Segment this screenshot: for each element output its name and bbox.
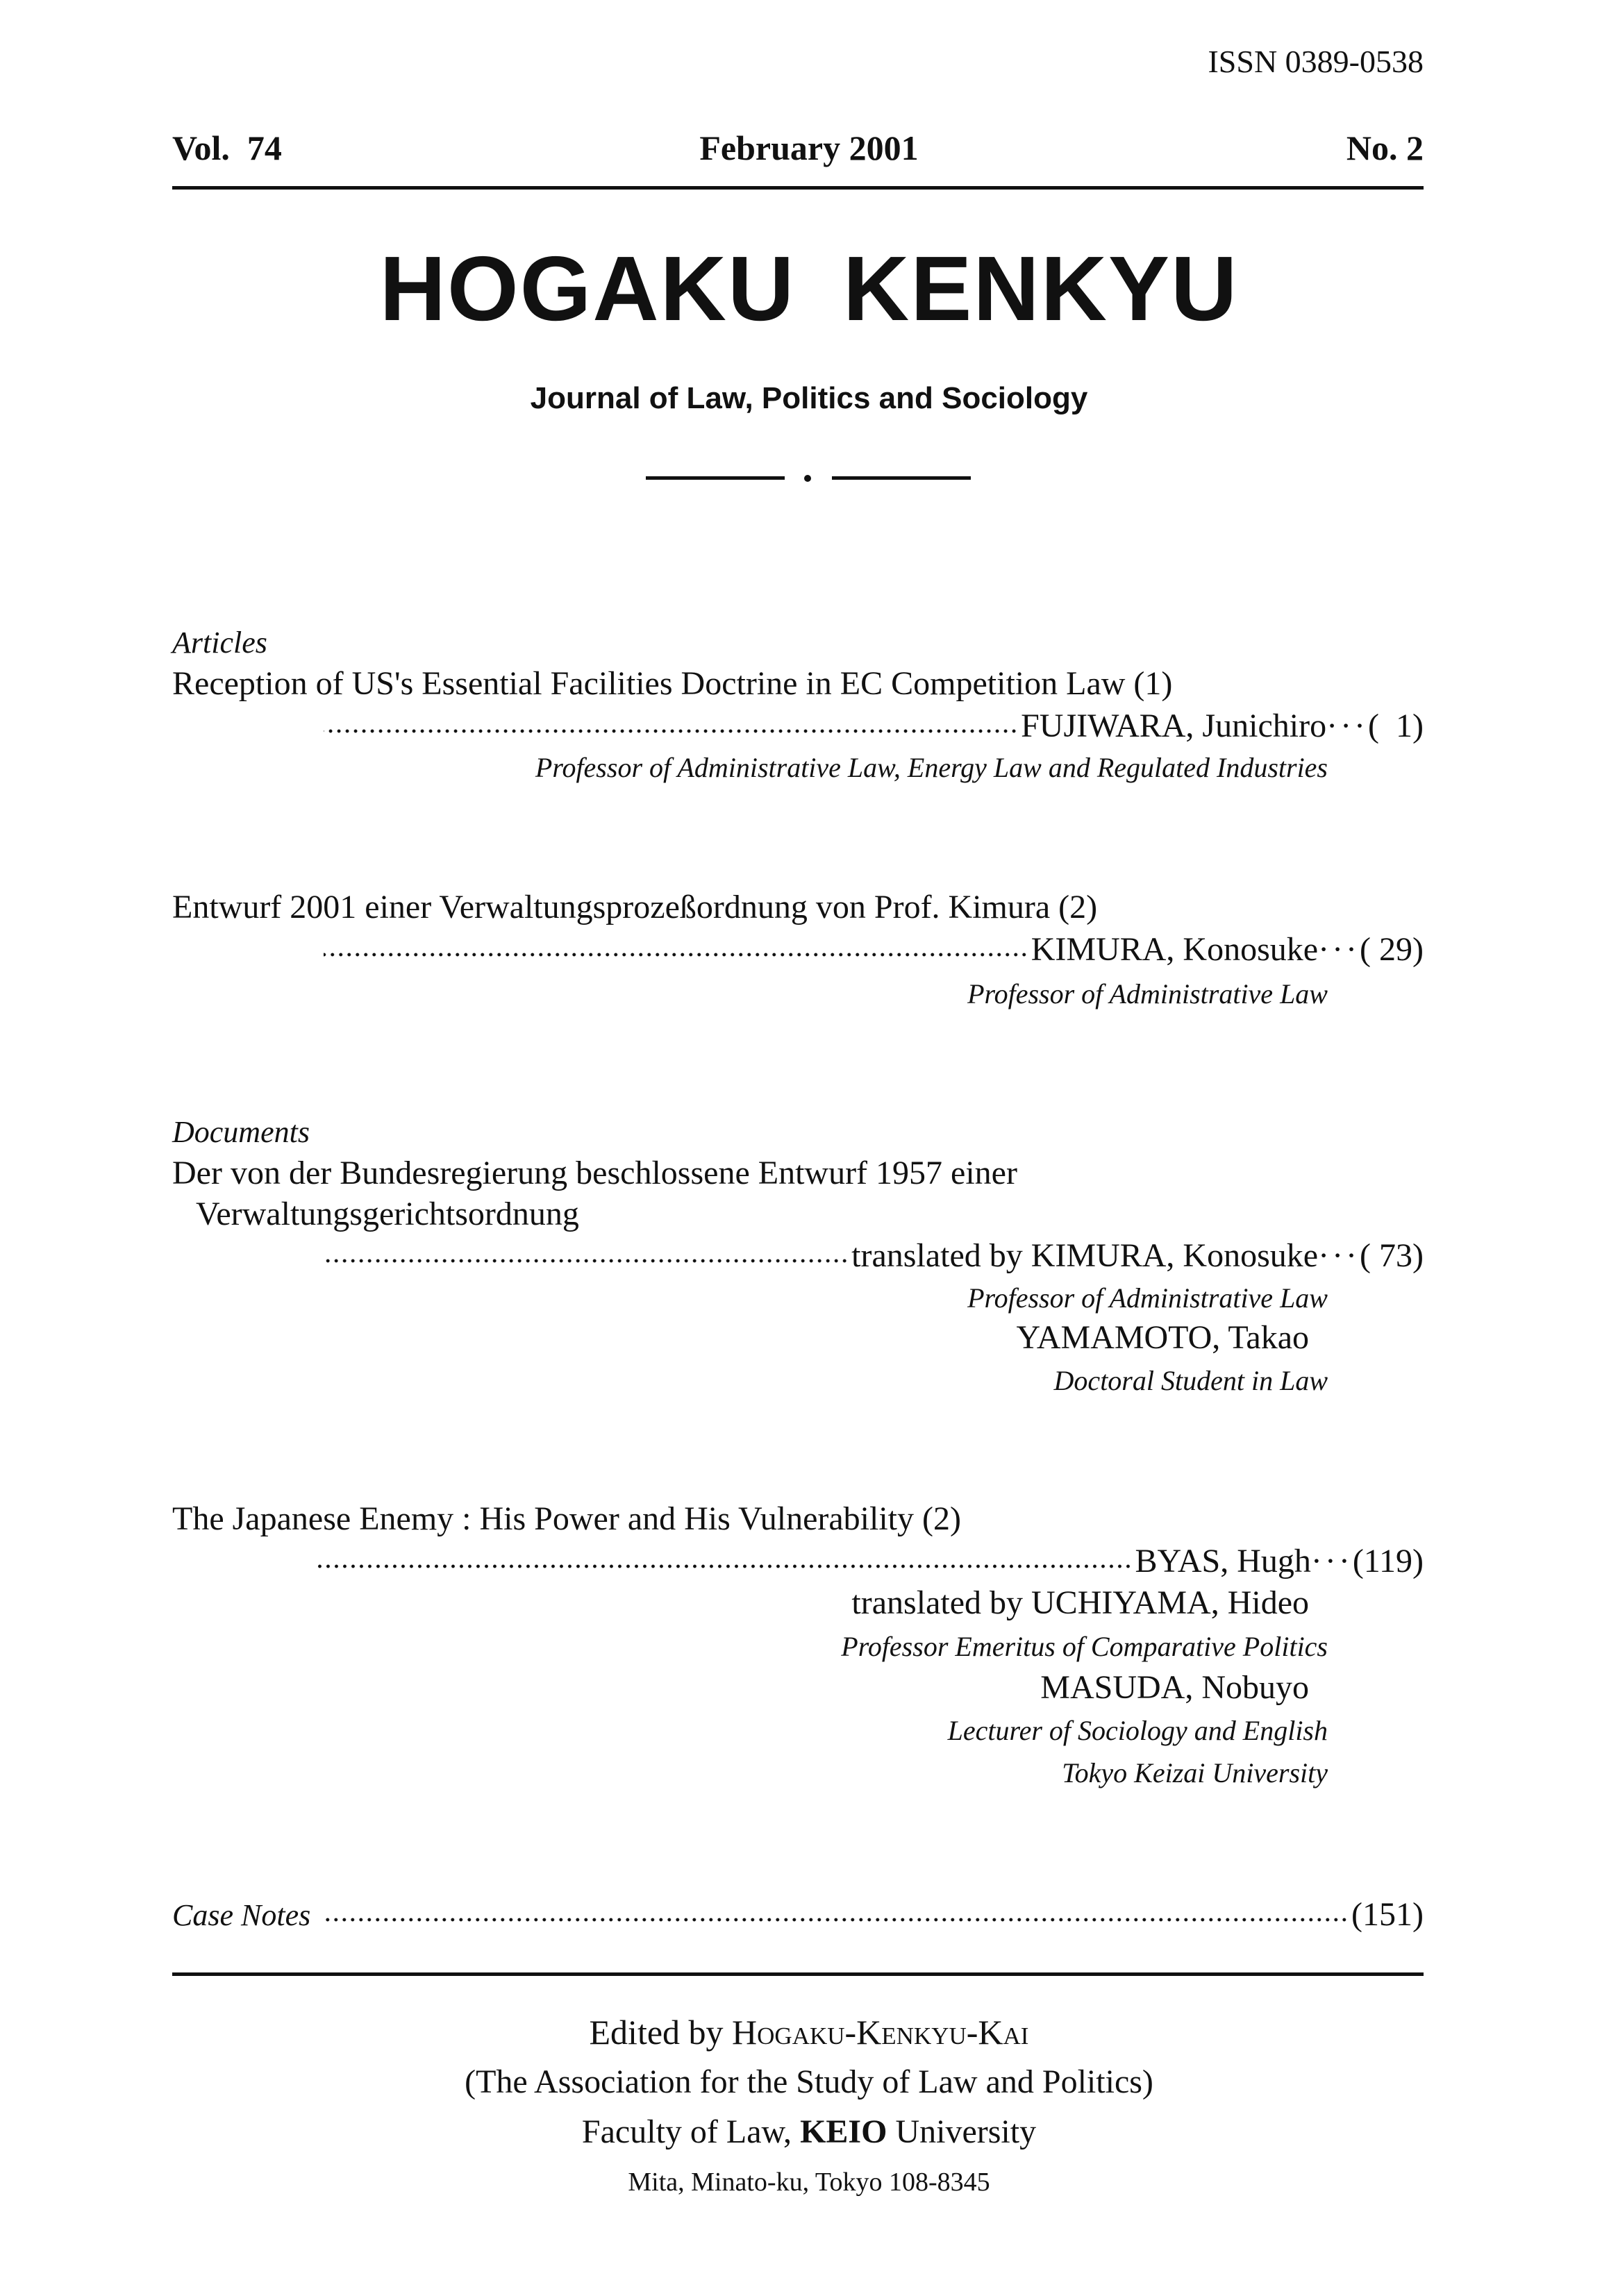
issn: ISSN 0389-0538 [1208,44,1424,79]
edited-by-label: Edited by [589,2013,733,2052]
translator-affiliation: Professor Emeritus of Comparative Politics [841,1631,1328,1662]
faculty [0,2115,1618,2149]
article-title: Entwurf 2001 einer Verwaltungsprozeßordnung von Prof. Kimura (2) [172,889,1098,925]
document-title-line1: Der von der Bundesregierung beschlossene Entwurf 1957 einer [172,1155,1017,1191]
co-translator-affiliation: Doctoral Student in Law [1053,1365,1328,1396]
top-rule [172,186,1424,190]
journal-subtitle: Journal of Law, Politics and Sociology [530,381,1088,415]
article-author: FUJIWARA, Junichiro [1021,707,1327,744]
co-translator: MASUDA, Nobuyo [1040,1669,1309,1706]
toc-entry-leader: translated by KIMURA, Konosuke ··· ( 73) [324,1239,1424,1273]
faculty-prefix: Faculty of Law, [581,2113,801,2150]
co-translator-affiliation: Lecturer of Sociology and English [947,1715,1328,1746]
page-number: (151) [1351,1896,1424,1933]
page-number: ( 29) [1360,931,1424,968]
translator: translated by UCHIYAMA, Hideo [851,1584,1309,1621]
toc-entry-case-notes [172,1898,1424,1932]
journal-title: HOGAKU KENKYU [379,237,1239,340]
co-translator: YAMAMOTO, Takao [1016,1319,1309,1356]
article-author: KIMURA, Konosuke [1031,931,1319,968]
issue-date: February 2001 [699,128,919,167]
association-name: (The Association for the Study of Law and Politics) [465,2063,1153,2100]
author-affiliation: Professor of Administrative Law, Energy Law and Regulated Industries [535,752,1328,783]
document-author: BYAS, Hugh [1135,1543,1311,1579]
toc-entry-leader: BYAS, Hugh ··· (119) [317,1545,1424,1578]
society-name: Hogaku-Kenkyu-Kai [732,2013,1029,2052]
document-title-line2: Verwaltungsgerichtsordnung [196,1196,579,1232]
dot-leader [317,1564,1132,1568]
document-title: The Japanese Enemy : His Power and His Vulnerability (2) [172,1500,961,1537]
volume: Vol. 74 [172,128,282,167]
ornament-divider [646,476,972,480]
article-title: Reception of US's Essential Facilities Doctrine in EC Competition Law (1) [172,665,1173,702]
dot-leader [322,1918,1349,1922]
university-name: KEIO [800,2113,887,2150]
address: Mita, Minato-ku, Tokyo 108-8345 [628,2168,990,2197]
page-number: ( 73) [1360,1237,1424,1274]
dot-leader [324,953,1028,957]
toc-entry-leader: FUJIWARA, Junichiro ··· ( 1) [324,710,1424,743]
dot-leader [324,1259,849,1263]
bottom-rule [172,1972,1424,1976]
page-number: (119) [1352,1543,1424,1579]
edited-by [0,2015,1618,2050]
faculty-suffix: University [887,2113,1037,2150]
document-translator: translated by KIMURA, Konosuke [851,1237,1319,1274]
co-translator-university: Tokyo Keizai University [1062,1757,1328,1788]
section-label-case-notes: Case Notes [172,1898,311,1932]
section-label-documents: Documents [172,1115,310,1149]
dot-leader [324,729,1018,733]
page-number: ( 1) [1368,707,1424,744]
toc-entry-leader: KIMURA, Konosuke ··· ( 29) [324,933,1424,966]
author-affiliation: Professor of Administrative Law [967,978,1328,1009]
section-label-articles: Articles [172,626,267,660]
translator-affiliation: Professor of Administrative Law [967,1282,1328,1314]
issue-number: No. 2 [1346,128,1424,167]
